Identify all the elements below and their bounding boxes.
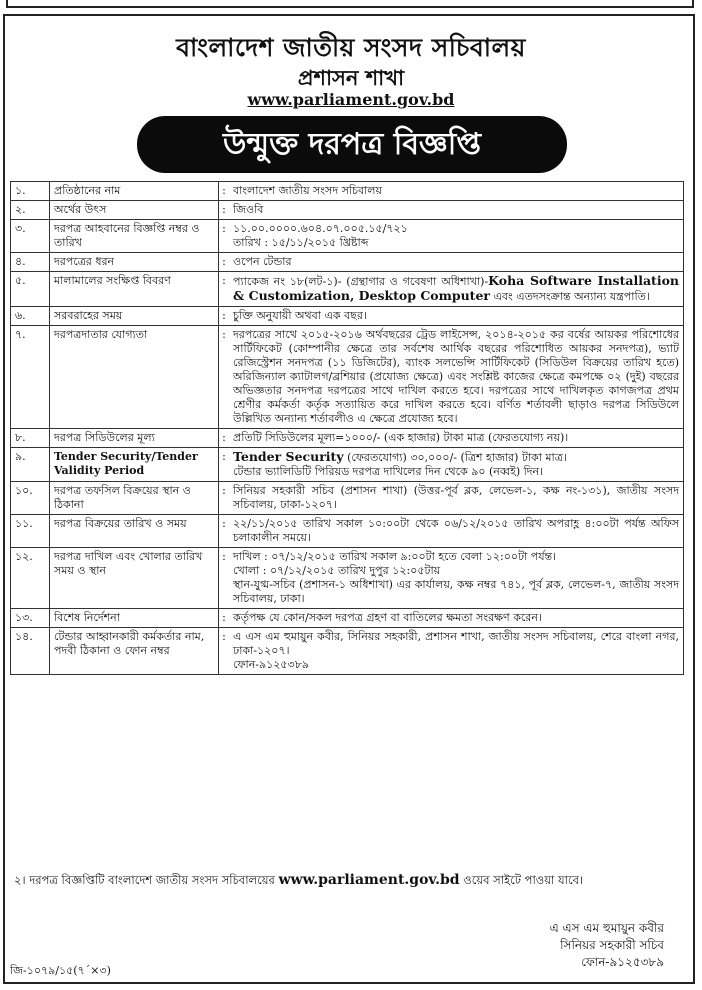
row-label: বিশেষ নির্দেশনা (50, 609, 219, 628)
row-value-line: ফোন-৯১২৫৩৮৯ (233, 658, 309, 671)
row-colon: : (219, 515, 230, 548)
row-label: অর্থের উৎস (50, 201, 219, 220)
signatory-name: এ এস এম হুমায়ুন কবীর (549, 921, 664, 935)
row-value (229, 220, 684, 253)
tender-table (10, 181, 684, 675)
value-post: (ফেরতযোগ্য) ৩০,০০০/- (ত্রিশ হাজার) টাকা মাত্র। (347, 451, 567, 464)
website-link[interactable]: www.parliament.gov.bd (247, 90, 455, 109)
row-value-line: এ এস এম হুমায়ুন কবীর, সিনিয়র সহকারী, প্রশাসন শাখা, জাতীয় সংসদ সচিবালয়, শেরে বাংলা নগর, ঢাকা-১২০৭। (233, 630, 679, 657)
row-serial: ১০. (11, 482, 50, 515)
row-value-line (233, 450, 679, 465)
row-serial: ১২. (11, 548, 50, 609)
signature-block (550, 920, 664, 971)
table-row (11, 182, 684, 201)
row-colon: : (219, 548, 230, 609)
table-row (11, 515, 684, 548)
row-serial: ৩. (11, 220, 50, 253)
notice-post: ওয়েব সাইটে পাওয়া যাবে। (463, 873, 584, 887)
row-colon: : (219, 326, 230, 429)
row-label: প্রতিষ্ঠানের নাম (50, 182, 219, 201)
row-colon: : (219, 307, 230, 326)
table-row (11, 548, 684, 609)
table-row (11, 272, 684, 307)
row-value (229, 253, 684, 272)
row-colon: : (219, 182, 230, 201)
row-value-line: স্থান-যুগ্ম-সচিব (প্রশাসন-১ অধিশাখা) এর কার্যালয়, কক্ষ নম্বর ৭৪১, পূর্ব ব্লক, লেভেল-৭, জাতীয় সংসদ সচিবালয়, ঢাকা। (233, 578, 679, 605)
row-value (229, 448, 684, 482)
row-label: সরবরাহের সময় (50, 307, 219, 326)
table-row (11, 628, 684, 675)
signatory-designation: সিনিয়র সহকারী সচিব (560, 938, 664, 952)
row-value (229, 548, 684, 609)
row-colon: : (219, 448, 230, 482)
row-serial: ১১. (11, 515, 50, 548)
value-english: Tender Security (233, 449, 344, 464)
row-value-line: ২২/১১/২০১৫ তারিখ সকাল ১০:০০টা থেকে ০৬/১২/২০১৫ তারিখ অপরাহ্ণ ৪:০০টা পর্যন্ত অফিস চলাকালীন সময়ে। (233, 517, 679, 544)
table-row (11, 253, 684, 272)
row-label: দরপত্র সিডিউলের মূল্য (50, 429, 219, 448)
value-english: Koha Software Installation & Customization, Desktop Computer (233, 273, 679, 303)
row-serial: ১৩. (11, 609, 50, 628)
table-row (11, 326, 684, 429)
reference-code: জি-১০৭৯/১৫(৭´×৩) (10, 964, 111, 977)
row-label: টেন্ডার আহ্বানকারী কর্মকর্তার নাম, পদবী ঠিকানা ও ফোন নম্বর (50, 628, 219, 675)
row-value-line: চুক্তি অনুযায়ী অথবা এক বছর। (233, 309, 367, 322)
website-notice (14, 872, 694, 891)
row-serial: ৭. (11, 326, 50, 429)
row-colon: : (219, 272, 230, 307)
row-value (229, 429, 684, 448)
row-label: দরপত্র তফসিল বিক্রয়ের স্থান ও ঠিকানা (50, 482, 219, 515)
row-serial: ১. (11, 182, 50, 201)
row-label: Tender Security/Tender Validity Period (50, 448, 219, 482)
row-colon: : (219, 253, 230, 272)
org-name: বাংলাদেশ জাতীয় সংসদ সচিবালয় (176, 33, 526, 62)
value-post: এবং এতদসংক্রান্ত অন্যান্য যন্ত্রপাতি। (493, 290, 650, 303)
row-value (229, 609, 684, 628)
row-value-line: টেন্ডার ভ্যালিডিটি পিরিয়ড দরপত্র দাখিলের দিন থেকে ৯০ (নব্বই) দিন। (233, 465, 544, 478)
row-value (229, 201, 684, 220)
row-label: দরপত্র আহবানের বিজ্ঞপ্তি নম্বর ও তারিখ (50, 220, 219, 253)
table-row (11, 429, 684, 448)
row-value-line: বাংলাদেশ জাতীয় সংসদ সচিবালয় (233, 184, 382, 197)
row-serial: ১৪. (11, 628, 50, 675)
table-row (11, 448, 684, 482)
row-value (229, 628, 684, 675)
row-serial: ২. (11, 201, 50, 220)
row-value-line: দরপত্রের সাথে ২০১৫-২০১৬ অর্থবছরের ট্রেড লাইসেন্স, ২০১৪-২০১৫ কর বর্ষের আয়কর পরিশোধের সার্টিফিকেট (কোম্পানীর ক্ষেত্রে তার সর্বশেষ আর্থিক বছরের পরিশোধিত আয়কর সনদপত্র), ভ্যাট রেজিস্ট্রেশন সনদপত্র (১১ ডিজিটের), ব্যাংক সলভেন্সি সার্টিফিকেট (সিডিউল বিক্রয়ের তারিখ হতে) অরিজিন্যাল ক্যাটালগ/ব্রশিয়ার (প্রযোজ্য ক্ষেত্রে) এবং সংশ্লিষ্ট কাজের ক্ষেত্রে কমপক্ষে ০২ (দুই) বছরের অভিজ্ঞতার সনদপত্র দরপত্রের সাথে দাখিল করতে হবে। দরপত্রের সাথে দাখিলকৃত কাগজপত্র প্রথম শ্রেণীর কর্মকর্তা কর্তৃক সত্যায়িত করে দাখিল করতে হবে। বর্ণিত শর্তাবলী ছাড়াও দরপত্র সিডিউলে উল্লিখিত অন্যান্য শর্তাবলীও এ ক্ষেত্রে প্রযোজ্য হবে। (233, 328, 679, 425)
row-label: দরপত্র বিক্রয়ের তারিখ ও সময় (50, 515, 219, 548)
row-value-line: খোলা : ০৭/১২/২০১৫ তারিখ দুপুর ১২:০৫টায় (233, 564, 441, 577)
row-value-line (233, 274, 679, 304)
row-serial: ৪. (11, 253, 50, 272)
row-value-line: তারিখ : ১৫/১১/২০১৫ খ্রিষ্টাব্দ (233, 236, 369, 249)
notice-website[interactable]: www.parliament.gov.bd (278, 872, 460, 888)
row-value (229, 515, 684, 548)
row-value (229, 326, 684, 429)
row-value-line: কর্তৃপক্ষ যে কোন/সকল দরপত্র গ্রহণ বা বাতিলের ক্ষমতা সংরক্ষণ করেন। (233, 611, 542, 624)
row-value-line: সিনিয়র সহকারী সচিব (প্রশাসন শাখা) (উত্তর-পূর্ব ব্লক, লেভেল-১, কক্ষ নং-১৩১), জাতীয় সংসদ সচিবালয়, ঢাকা-১২০৭। (233, 484, 679, 511)
row-label: দরপত্রদাতার যোগ্যতা (50, 326, 219, 429)
row-colon: : (219, 609, 230, 628)
row-value-line: ১১.০০.০০০০.৬০৪.০৭.০০৫.১৫/৭২১ (233, 222, 408, 235)
row-serial: ৯. (11, 448, 50, 482)
row-serial: ৫. (11, 272, 50, 307)
row-colon: : (219, 201, 230, 220)
table-row (11, 307, 684, 326)
table-row (11, 482, 684, 515)
signatory-phone: ফোন-৯১২৫৩৮৯ (581, 955, 664, 969)
row-serial: ৮. (11, 429, 50, 448)
row-label: দরপত্রের ধরন (50, 253, 219, 272)
table-row (11, 220, 684, 253)
row-colon: : (219, 482, 230, 515)
row-label: দরপত্র দাখিল এবং খোলার তারিখ সময় ও স্থান (50, 548, 219, 609)
notice-title-banner: উন্মুক্ত দরপত্র বিজ্ঞপ্তি (137, 116, 567, 173)
row-colon: : (219, 429, 230, 448)
row-colon: : (219, 628, 230, 675)
value-pre: প্যাকেজ নং ১৮(লট-১)- (গ্রন্থাগার ও গবেষণা অধিশাখা)- (233, 275, 489, 288)
row-value (229, 182, 684, 201)
row-value (229, 307, 684, 326)
row-value-line: জিওবি (233, 203, 264, 216)
row-value (229, 482, 684, 515)
branch-name: প্রশাসন শাখা (297, 65, 405, 90)
table-row (11, 201, 684, 220)
row-value (229, 272, 684, 307)
row-value-line: প্রতিটি সিডিউলের মূল্য=১০০০/- (এক হাজার) টাকা মাত্র (ফেরতযোগ্য নয়)। (233, 431, 569, 444)
notice-pre: ২। দরপত্র বিজ্ঞপ্তিটি বাংলাদেশ জাতীয় সংসদ সচিবালয়ের (14, 873, 275, 887)
table-row (11, 609, 684, 628)
row-value-line: ওপেন টেন্ডার (233, 255, 292, 268)
row-serial: ৬. (11, 307, 50, 326)
row-colon: : (219, 220, 230, 253)
row-value-line: দাখিল : ০৭/১২/২০১৫ তারিখ সকাল ৯:০০টা হতে বেলা ১২:০০টা পর্যন্ত। (233, 550, 557, 563)
row-label: মালামালের সংক্ষিপ্ত বিবরণ (50, 272, 219, 307)
top-border (6, 0, 694, 8)
